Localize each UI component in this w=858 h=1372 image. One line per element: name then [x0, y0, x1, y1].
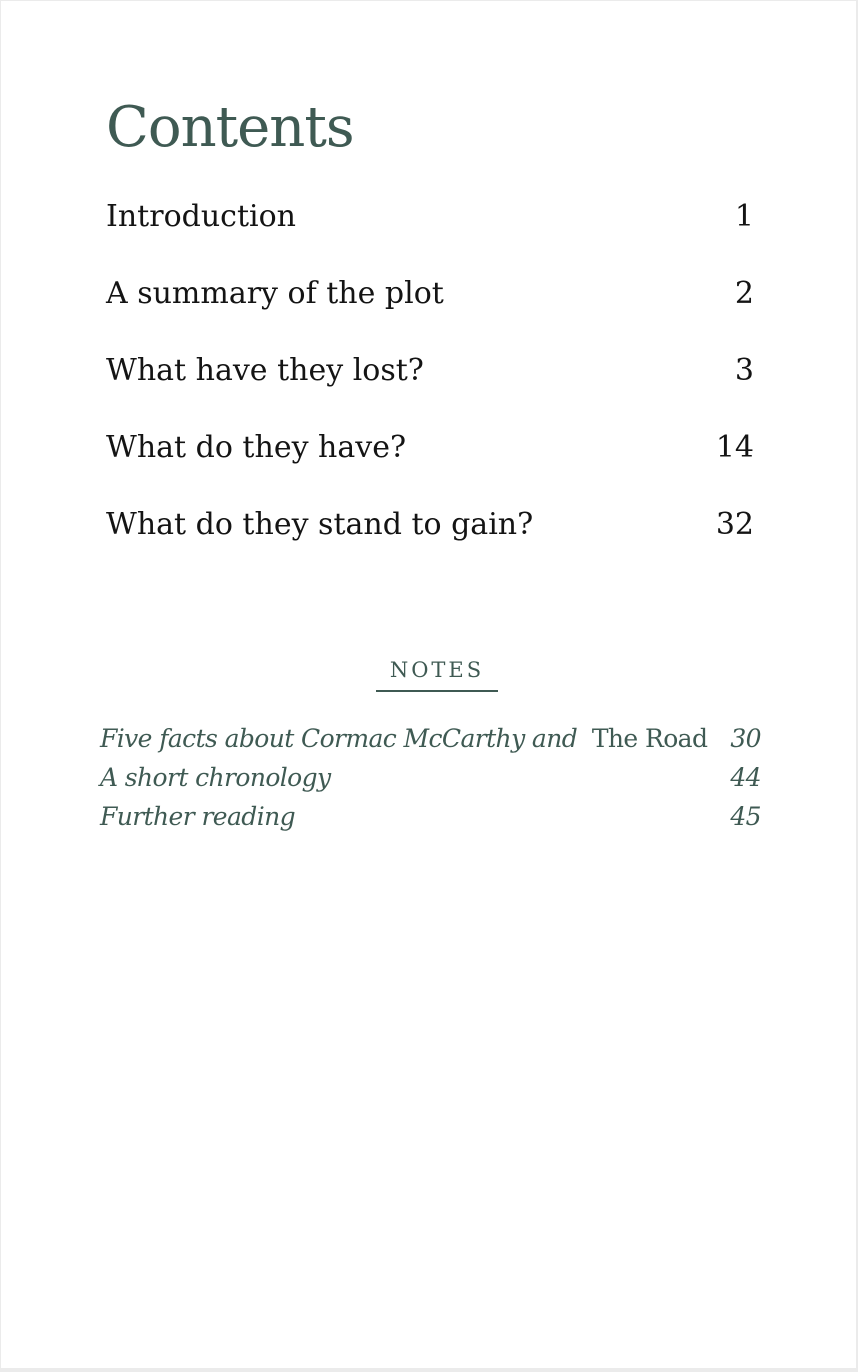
toc-entry-page: 1: [734, 199, 754, 234]
toc-entry-label: What do they stand to gain?: [106, 507, 534, 542]
toc-entry-label: What do they have?: [106, 430, 407, 465]
note-label-italic: Further reading: [100, 802, 295, 831]
toc-entry-label: Introduction: [106, 199, 296, 234]
toc-entry-label: What have they lost?: [106, 353, 424, 388]
note-label-roman: The Road: [591, 724, 708, 753]
note-entry-five-facts[interactable]: [100, 721, 761, 760]
notes-heading: NOTES: [389, 658, 485, 682]
toc-entry-page: 32: [715, 507, 754, 542]
note-entry-chronology[interactable]: [100, 760, 761, 799]
note-entry-label: [100, 799, 295, 835]
document-page: [1, 1, 856, 1368]
note-entry-further-reading[interactable]: [100, 799, 761, 838]
toc-entry-page: 2: [734, 276, 754, 311]
toc-entry-lost[interactable]: [106, 351, 754, 428]
toc-entry-label: A summary of the plot: [106, 276, 444, 311]
note-entry-page: 30: [730, 724, 761, 753]
note-entry-label: [100, 721, 707, 757]
note-label-italic: A short chronology: [100, 763, 331, 792]
notes-list: [100, 721, 761, 838]
toc-entry-page: 3: [734, 353, 754, 388]
table-of-contents: [106, 197, 754, 582]
note-entry-label: [100, 760, 331, 796]
toc-entry-summary[interactable]: [106, 274, 754, 351]
toc-entry-have[interactable]: [106, 428, 754, 505]
note-entry-page: 44: [730, 763, 761, 792]
toc-entry-gain[interactable]: [106, 505, 754, 582]
note-entry-page: 45: [730, 802, 761, 831]
note-label-italic: Five facts about Cormac McCarthy and: [100, 724, 578, 753]
page-title: Contents: [106, 95, 354, 160]
toc-entry-introduction[interactable]: [106, 197, 754, 274]
notes-divider: [376, 690, 498, 692]
toc-entry-page: 14: [715, 430, 754, 465]
